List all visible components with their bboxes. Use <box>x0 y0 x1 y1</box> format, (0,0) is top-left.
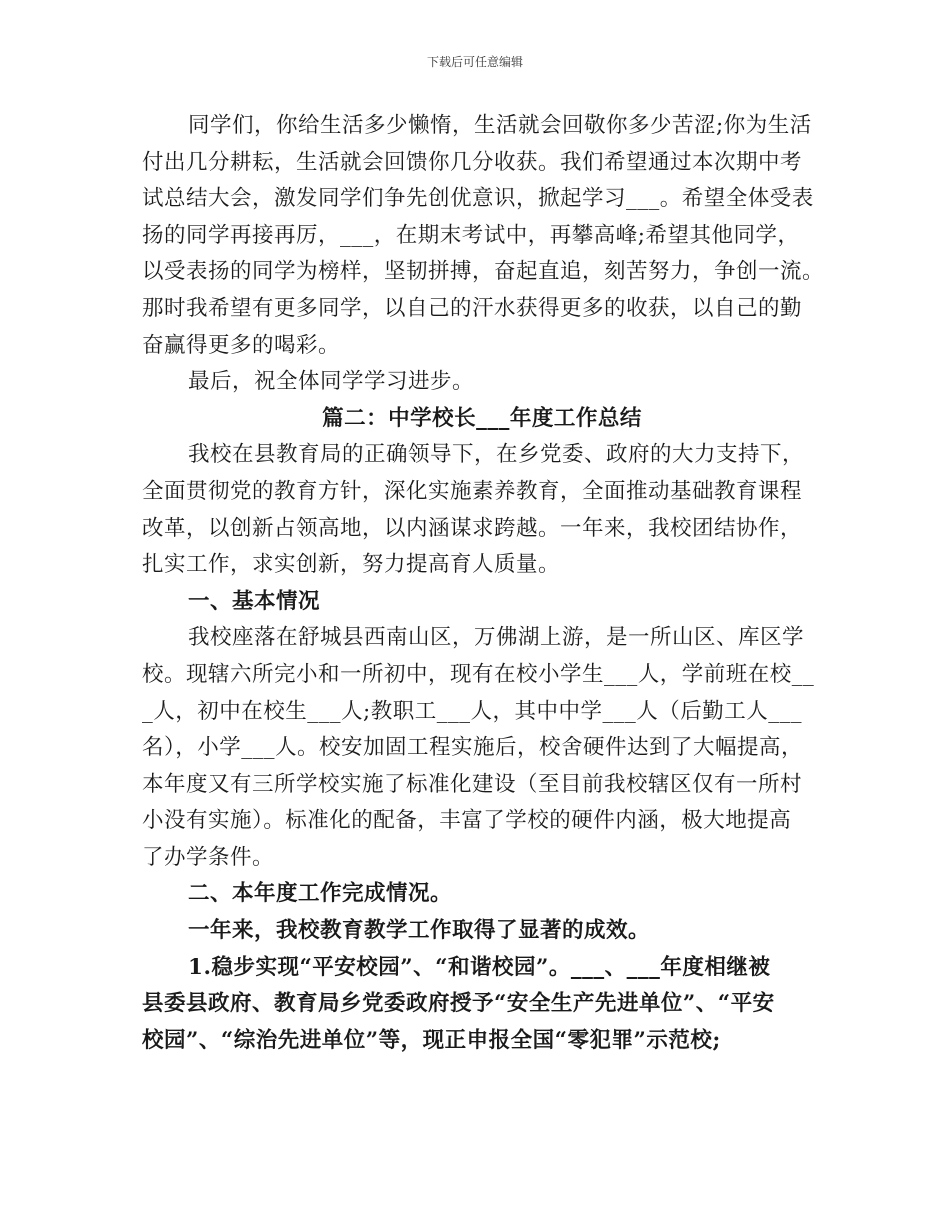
paragraph-line: 全面贯彻党的教育方针，深化实施素养教育，全面推动基础教育课程 <box>142 478 803 504</box>
paragraph-line: 本年度又有三所学校实施了标准化建设（至目前我校辖区仅有一所村 <box>142 771 803 797</box>
paragraph-line: 试总结大会，激发同学们争先创优意识，掀起学习___。希望全体受表 <box>142 186 814 212</box>
document-body <box>142 108 825 1059</box>
paragraph-line: 付出几分耕耘，生活就会回馈你几分收获。我们希望通过本次期中考 <box>142 149 803 175</box>
paragraph-line: 了办学条件。 <box>142 844 275 870</box>
paragraph-line: 校。现辖六所完小和一所初中，现有在校小学生___人，学前班在校__ <box>142 661 815 687</box>
section-heading: 二、本年度工作完成情况。 <box>188 881 453 907</box>
paragraph-line: 名），小学___人。校安加固工程实施后，校舍硬件达到了大幅提高， <box>142 735 804 761</box>
bold-paragraph-line: 县委县政府、教育局乡党委政府授予“安全生产先进单位”、“平安 <box>142 991 775 1017</box>
paragraph-line: _人，初中在校生___人;教职工___人，其中中学___人（后勤工人___ <box>142 698 802 724</box>
bold-paragraph-line: 1.稳步实现“平安校园”、“和谐校园”。___、___年度相继被 <box>188 954 771 980</box>
paragraph-line: 扬的同学再接再厉，___，在期末考试中，再攀高峰;希望其他同学， <box>142 222 800 248</box>
section-heading: 一、基本情况 <box>188 588 321 614</box>
paragraph-line: 改革，以创新占领高地，以内涵谋求跨越。一年来，我校团结协作， <box>142 515 803 541</box>
section-title: 篇二：中学校长___年度工作总结 <box>322 405 642 431</box>
paragraph-line: 扎实工作，求实创新，努力提高育人质量。 <box>142 552 561 578</box>
bold-paragraph-line: 一年来，我校教育教学工作取得了显著的成效。 <box>188 918 651 944</box>
bold-paragraph-line: 校园”、“综治先进单位”等，现正申报全国“零犯罪”示范校; <box>142 1027 721 1053</box>
page-header: 下载后可任意编辑 <box>426 55 523 69</box>
paragraph-line: 那时我希望有更多同学，以自己的汗水获得更多的收获，以自己的勤 <box>142 295 803 321</box>
paragraph-line: 我校在县教育局的正确领导下，在乡党委、政府的大力支持下， <box>188 442 805 468</box>
paragraph-line: 最后，祝全体同学学习进步。 <box>188 369 475 395</box>
paragraph-line: 同学们，你给生活多少懒惰，生活就会回敬你多少苦涩;你为生活 <box>188 113 812 138</box>
paragraph-line: 我校座落在舒城县西南山区，万佛湖上游，是一所山区、库区学 <box>188 625 805 651</box>
paragraph-line: 小没有实施）。标准化的配备，丰富了学校的硬件内涵，极大地提高 <box>142 808 792 834</box>
paragraph-line: 以受表扬的同学为榜样，坚韧拼搏，奋起直追，刻苦努力，争创一流。 <box>142 259 825 285</box>
paragraph-line: 奋赢得更多的喝彩。 <box>142 332 341 358</box>
